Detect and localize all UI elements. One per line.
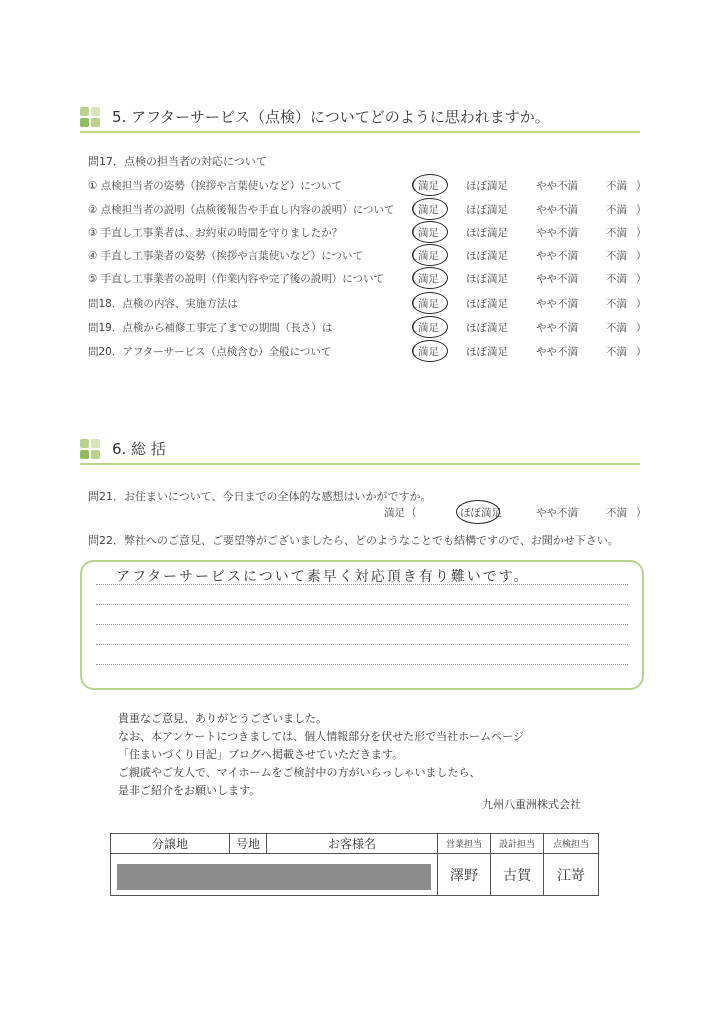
rating-question: 問18．点検の内容、実施方法は xyxy=(88,298,238,310)
selection-circle xyxy=(412,174,448,196)
rating-question: ② 点検担当者の説明（点検後報告や手直し内容の説明）について xyxy=(88,204,395,216)
question-21-options: （ 満足 ほぼ満足 やや不満 不満 ） xyxy=(88,505,648,523)
thanks-line-2: なお、本アンケートにつきましては、個人情報部分を伏せた形で当社ホームページ xyxy=(118,730,524,743)
selection-circle xyxy=(412,267,448,289)
section6-header xyxy=(80,437,640,465)
option-satisfied[interactable]: 満足 xyxy=(418,322,439,334)
rating-question: ① 点検担当者の姿勢（挨拶や言葉使いなど）について xyxy=(88,180,343,192)
option-somewhat-unsatisfied[interactable]: やや不満 xyxy=(536,180,578,192)
handwritten-comment: アフターサービスについて素早く対応頂き有り難いです。 xyxy=(116,569,530,585)
option-somewhat-unsatisfied[interactable]: やや不満 xyxy=(536,273,578,285)
header-sales: 営業担当 xyxy=(438,834,491,854)
question-22: 問22．弊社へのご意見、ご要望等がございましたら、どのようなことでも結構ですので、お聞かせ下さい。 xyxy=(88,534,619,547)
redaction-block xyxy=(117,864,431,890)
option-satisfied[interactable]: 満足 xyxy=(418,273,439,285)
comment-box[interactable] xyxy=(80,560,644,690)
option-mostly-satisfied[interactable]: ほぼ満足 xyxy=(466,298,508,310)
selection-circle xyxy=(412,316,448,338)
option-unsatisfied[interactable]: 不満 xyxy=(606,322,627,334)
rating-row: ④ 手直し工事業者の姿勢（挨拶や言葉使いなど）について （ 満足 ほぼ満足 やや不満 不満 ） xyxy=(88,248,648,266)
thanks-line-3: 「住まいづくり日記」ブログへ掲載させていただきます。 xyxy=(118,748,404,761)
option-satisfied[interactable]: 満足 xyxy=(418,250,439,262)
redacted-customer-info xyxy=(111,854,438,896)
section5-title: 5. アフターサービス（点検）についてどのように思われますか。 xyxy=(112,108,550,126)
option-unsatisfied[interactable]: 不満 xyxy=(606,204,627,216)
option-satisfied[interactable]: 満足 xyxy=(384,507,405,519)
option-somewhat-unsatisfied[interactable]: やや不満 xyxy=(536,227,578,239)
option-mostly-satisfied[interactable]: ほぼ満足 xyxy=(466,250,508,262)
square-cluster-icon xyxy=(80,439,102,461)
option-mostly-satisfied[interactable]: ほぼ満足 xyxy=(466,273,508,285)
option-unsatisfied[interactable]: 不満 xyxy=(606,273,627,285)
rating-row: ① 点検担当者の姿勢（挨拶や言葉使いなど）について （ 満足 ほぼ満足 やや不満 不満 ） xyxy=(88,178,648,196)
option-mostly-satisfied[interactable]: ほぼ満足 xyxy=(466,204,508,216)
rating-row: 問18．点検の内容、実施方法は （ 満足 ほぼ満足 やや不満 不満 ） xyxy=(88,296,648,314)
rating-row: 問19．点検から補修工事完了までの期間（長さ）は （ 満足 ほぼ満足 やや不満 不満 ） xyxy=(88,320,648,338)
rating-question: 問19．点検から補修工事完了までの期間（長さ）は xyxy=(88,322,333,334)
rating-row: ③ 手直し工事業者は、お約束の時間を守りましたか？ （ 満足 ほぼ満足 やや不満 不満 ） xyxy=(88,225,648,243)
selection-circle xyxy=(412,198,448,220)
sales-staff: 澤野 xyxy=(438,854,491,896)
rating-question: ③ 手直し工事業者は、お約束の時間を守りましたか？ xyxy=(88,227,343,239)
option-somewhat-unsatisfied[interactable]: やや不満 xyxy=(536,204,578,216)
selection-circle xyxy=(412,221,448,243)
option-mostly-satisfied[interactable]: ほぼ満足 xyxy=(466,322,508,334)
option-unsatisfied[interactable]: 不満 xyxy=(606,180,627,192)
header-inspection: 点検担当 xyxy=(544,834,599,854)
option-mostly-satisfied[interactable]: ほぼ満足 xyxy=(466,346,508,358)
rating-row: ⑤ 手直し工事業者の説明（作業内容や完了後の説明）について （ 満足 ほぼ満足 やや不満 不満 ） xyxy=(88,271,648,289)
question-21: 問21．お住まいについて、今日までの全体的な感想はいかがですか。 xyxy=(88,490,432,503)
rating-row: ② 点検担当者の説明（点検後報告や手直し内容の説明）について （ 満足 ほぼ満足 やや不満 不満 ） xyxy=(88,202,648,220)
selection-circle xyxy=(412,340,448,362)
option-somewhat-unsatisfied[interactable]: やや不満 xyxy=(536,322,578,334)
selection-circle xyxy=(412,244,448,266)
option-somewhat-unsatisfied[interactable]: やや不満 xyxy=(536,346,578,358)
option-satisfied[interactable]: 満足 xyxy=(418,204,439,216)
option-unsatisfied[interactable]: 不満 xyxy=(606,250,627,262)
header-subdivision: 分譲地 xyxy=(111,834,230,854)
square-cluster-icon xyxy=(80,107,102,129)
selection-circle xyxy=(456,500,500,524)
company-name: 九州八重洲株式会社 xyxy=(482,798,581,811)
thanks-line-5: 是非ご紹介をお願いします。 xyxy=(118,784,261,797)
signoff-table xyxy=(110,833,599,896)
option-mostly-satisfied[interactable]: ほぼ満足 xyxy=(466,180,508,192)
rating-question: ⑤ 手直し工事業者の説明（作業内容や完了後の説明）について xyxy=(88,273,385,285)
thanks-line-4: ご親戚やご友人で、マイホームをご検討中の方がいらっしゃいましたら、 xyxy=(118,766,481,779)
option-satisfied[interactable]: 満足 xyxy=(418,180,439,192)
header-design: 設計担当 xyxy=(491,834,544,854)
option-unsatisfied[interactable]: 不満 xyxy=(606,346,627,358)
option-unsatisfied[interactable]: 不満 xyxy=(606,507,627,519)
option-mostly-satisfied[interactable]: ほぼ満足 xyxy=(460,507,502,519)
rating-row: 問20．アフターサービス（点検含む）全般について （ 満足 ほぼ満足 やや不満 不満 ） xyxy=(88,344,648,362)
section6-title: 6. 総 括 xyxy=(112,440,166,458)
option-satisfied[interactable]: 満足 xyxy=(418,346,439,358)
inspection-staff: 江嵜 xyxy=(544,854,599,896)
option-unsatisfied[interactable]: 不満 xyxy=(606,227,627,239)
option-satisfied[interactable]: 満足 xyxy=(418,298,439,310)
section5-header xyxy=(80,105,640,133)
option-somewhat-unsatisfied[interactable]: やや不満 xyxy=(536,250,578,262)
rating-question: ④ 手直し工事業者の姿勢（挨拶や言葉使いなど）について xyxy=(88,250,364,262)
header-lot: 号地 xyxy=(230,834,267,854)
thanks-line-1: 貴重なご意見、ありがとうございました。 xyxy=(118,712,327,725)
rating-question: 問20．アフターサービス（点検含む）全般について xyxy=(88,346,332,358)
option-mostly-satisfied[interactable]: ほぼ満足 xyxy=(466,227,508,239)
option-satisfied[interactable]: 満足 xyxy=(418,227,439,239)
option-somewhat-unsatisfied[interactable]: やや不満 xyxy=(536,507,578,519)
option-somewhat-unsatisfied[interactable]: やや不満 xyxy=(536,298,578,310)
question-17: 問17．点検の担当者の対応について xyxy=(88,155,267,168)
header-customer: お客様名 xyxy=(267,834,438,854)
design-staff: 古賀 xyxy=(491,854,544,896)
option-unsatisfied[interactable]: 不満 xyxy=(606,298,627,310)
selection-circle xyxy=(412,292,448,314)
